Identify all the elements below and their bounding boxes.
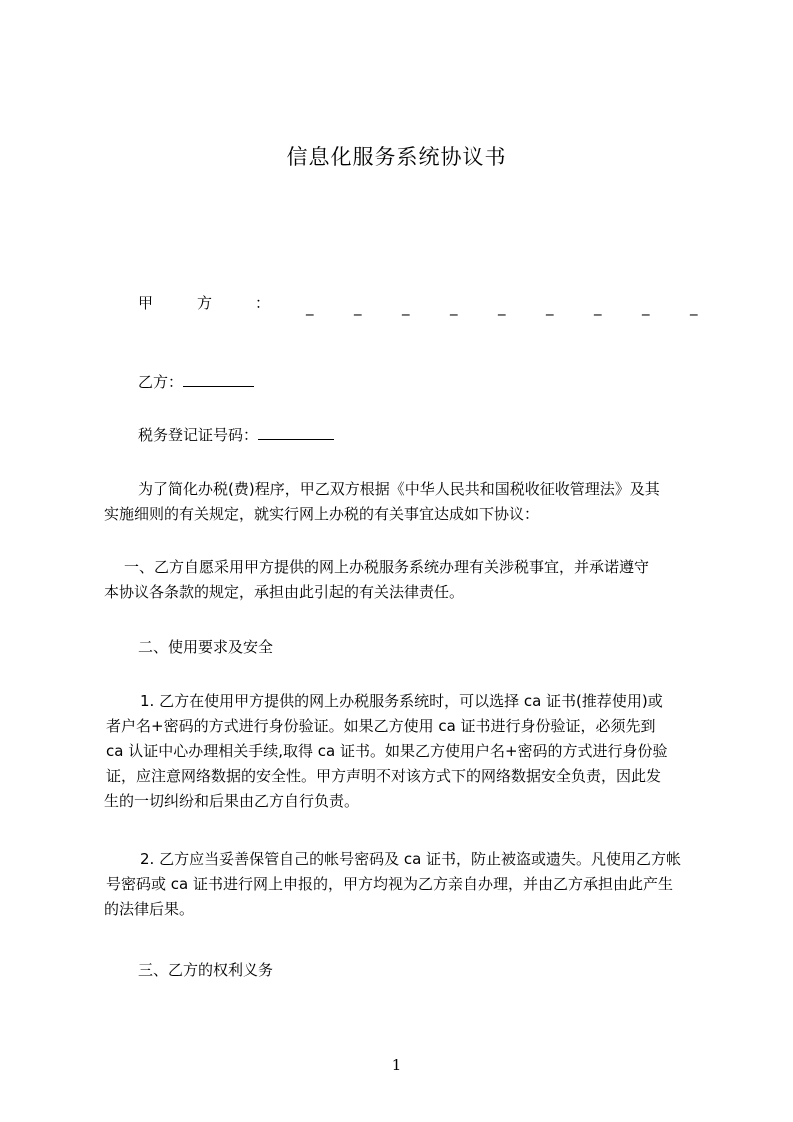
paragraph-line: 1. 乙方在使用甲方提供的网上办税服务系统时，可以选择 ca 证书(推荐使用)或: [140, 692, 663, 710]
party-a-blank-mark: _: [306, 298, 314, 316]
tax-id-line: [138, 423, 334, 447]
section-3-heading: 三、乙方的权利义务: [138, 961, 274, 979]
clause-1-paragraph: [104, 555, 704, 605]
party-a-blank-mark: _: [402, 298, 410, 316]
party-a-label-char-2: 方: [197, 294, 213, 312]
paragraph-line: 号密码或 ca 证书进行网上申报的，甲方均视为乙方亲自办理，并由乙方承担由此产生: [106, 875, 673, 893]
party-a-blank-mark: _: [546, 298, 554, 316]
tax-id-blank: [258, 423, 334, 440]
paragraph-line: 一、乙方自愿采用甲方提供的网上办税服务系统办理有关涉税事宜，并承诺遵守: [124, 558, 650, 576]
paragraph-line: 2. 乙方应当妥善保管自己的帐号密码及 ca 证书，防止被盗或遗失。凡使用乙方帐: [140, 850, 682, 868]
party-a-blank-mark: _: [450, 298, 458, 316]
paragraph-line: 证，应注意网络数据的安全性。甲方声明不对该方式下的网络数据安全负责，因此发: [106, 767, 662, 785]
party-a-blank-mark: _: [642, 298, 650, 316]
party-b-line: [138, 370, 254, 394]
intro-paragraph: [104, 477, 704, 527]
tax-id-label: 税务登记证号码：: [138, 426, 259, 444]
party-a-blank-mark: _: [354, 298, 362, 316]
party-b-label: 乙方：: [138, 373, 184, 391]
page-number: 1: [391, 1056, 402, 1074]
paragraph-line: 实施细则的有关规定，就实行网上办税的有关事宜达成如下协议：: [104, 505, 540, 523]
paragraph-line: 本协议各条款的规定，承担由此引起的有关法律责任。: [104, 583, 465, 601]
party-b-blank: [183, 370, 254, 387]
document-title: 信息化服务系统协议书: [286, 145, 507, 169]
paragraph-line: 者户名+密码的方式进行身份验证。如果乙方使用 ca 证书进行身份验证，必须先到: [106, 717, 656, 735]
party-a-blank-mark: _: [690, 298, 698, 316]
party-a-colon: ：: [255, 294, 271, 312]
party-a-label-char-1: 甲: [138, 294, 154, 312]
party-a-blank-mark: _: [594, 298, 602, 316]
paragraph-line: 为了简化办税(费)程序，甲乙双方根据《中华人民共和国税收征收管理法》及其: [138, 480, 660, 498]
item-2-paragraph: [104, 847, 704, 922]
item-1-paragraph: [104, 689, 704, 814]
paragraph-line: 的法律后果。: [104, 900, 195, 918]
section-2-heading: 二、使用要求及安全: [138, 638, 274, 656]
party-a-line: [138, 290, 700, 316]
party-a-blank-mark: _: [498, 298, 506, 316]
paragraph-line: ca 认证中心办理相关手续,取得 ca 证书。如果乙方使用户名+密码的方式进行身份验: [106, 742, 668, 760]
paragraph-line: 生的一切纠纷和后果由乙方自行负责。: [104, 792, 360, 810]
